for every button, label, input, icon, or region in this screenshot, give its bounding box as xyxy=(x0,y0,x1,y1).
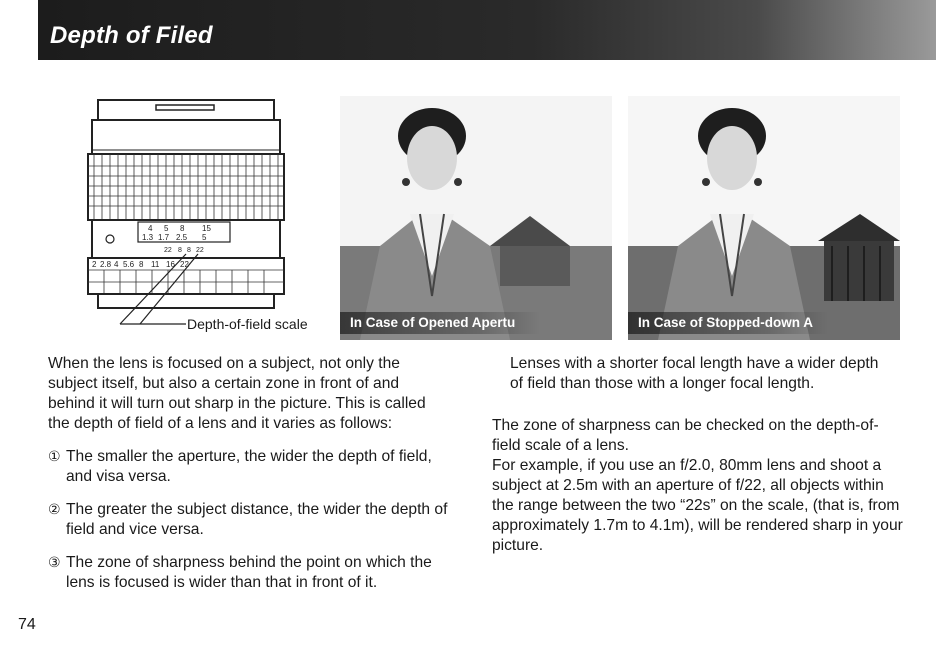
dof-mark-3: 8 xyxy=(187,247,191,254)
aperture-value-5: 8 xyxy=(139,260,144,269)
distance-ft-3: 8 xyxy=(180,224,185,233)
right-column-note xyxy=(510,354,894,394)
list-marker: ① xyxy=(48,448,61,464)
list-item-text: The zone of sharpness behind the point on which the lens is focused is wider than that in front of it. xyxy=(66,554,432,591)
lens-illustration xyxy=(80,92,340,342)
example-paragraph: For example, if you use an f/2.0, 80mm lens and shoot a subject at 2.5m with an aperture of f/22, all objects within the range between the two “22s” on the scale, (that is, from approximately 1.7m to 4.1m), will be rendered sharp in your picture. xyxy=(492,457,903,554)
photo-caption-opened: In Case of Opened Apertu xyxy=(340,312,540,334)
dof-mark-2: 8 xyxy=(178,247,182,254)
aperture-value-2: 2.8 xyxy=(100,260,112,269)
page-title: Depth of Filed xyxy=(50,22,213,49)
distance-ft-2: 5 xyxy=(164,224,169,233)
list-item-text: The greater the subject distance, the wider the depth of field and vice versa. xyxy=(66,501,448,538)
dof-scale-label: Depth-of-field scale xyxy=(187,316,308,332)
list-marker: ② xyxy=(48,501,61,517)
right-column xyxy=(492,416,906,556)
lens-diagram xyxy=(80,92,340,342)
list-item xyxy=(48,552,448,593)
photo-portrait-2 xyxy=(628,96,900,340)
distance-m-1: 1.3 xyxy=(142,233,154,242)
dof-mark-4: 22 xyxy=(196,247,204,254)
aperture-value-3: 4 xyxy=(114,260,119,269)
aperture-value-6: 11 xyxy=(151,260,160,269)
photo-caption-stopped: In Case of Stopped-down A xyxy=(628,312,828,334)
photo-opened-aperture xyxy=(340,96,612,340)
left-column xyxy=(48,354,448,593)
aperture-value-1: 2 xyxy=(92,260,97,269)
intro-paragraph: When the lens is focused on a subject, not only the subject itself, but also a certain zone in front of and behind it will turn out sharp in the picture. This is called the depth of field of a lens and it varies as follows: xyxy=(48,355,426,432)
photo-stopped-down xyxy=(628,96,900,340)
distance-m-4: 5 xyxy=(202,233,207,242)
distance-m-3: 2.5 xyxy=(176,233,188,242)
aperture-value-8: 22 xyxy=(180,260,189,269)
list-item xyxy=(48,446,448,487)
focal-length-note: Lenses with a shorter focal length have a wider depth of field than those with a longer focal length. xyxy=(510,355,879,392)
page-number: 74 xyxy=(18,616,36,633)
dof-check-paragraph: The zone of sharpness can be checked on the depth-of-field scale of a lens. xyxy=(492,417,879,454)
list-item-text: The smaller the aperture, the wider the depth of field, and visa versa. xyxy=(66,448,432,485)
aperture-value-4: 5.6 xyxy=(123,260,135,269)
distance-ft-1: 4 xyxy=(148,224,153,233)
distance-ft-4: 15 xyxy=(202,224,211,233)
aperture-value-7: 16 xyxy=(166,260,175,269)
list-item xyxy=(48,499,448,540)
distance-m-2: 1.7 xyxy=(158,233,170,242)
photo-portrait-1 xyxy=(340,96,612,340)
list-marker: ③ xyxy=(48,554,61,570)
dof-mark-1: 22 xyxy=(164,247,172,254)
